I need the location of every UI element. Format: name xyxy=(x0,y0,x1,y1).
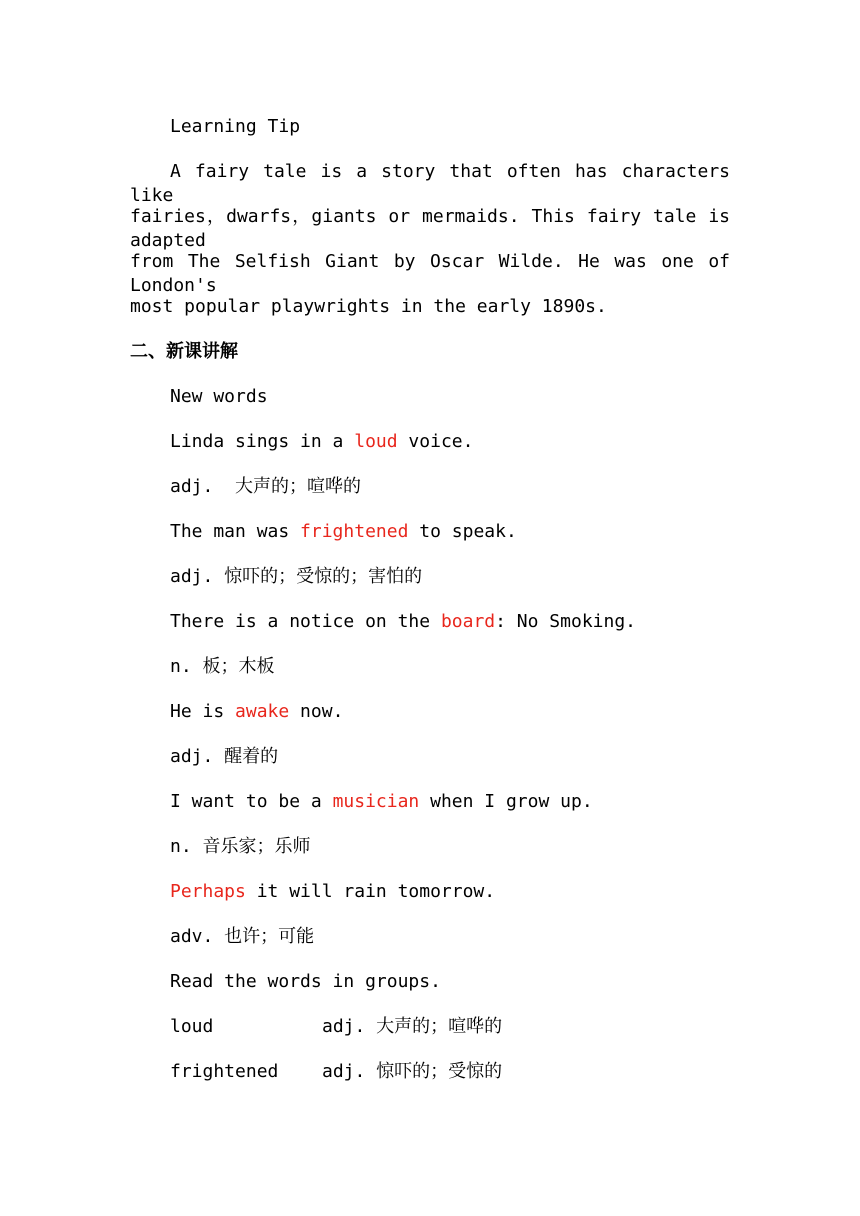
vocab-definition: adj. 大声的；喧哗的 xyxy=(322,1016,503,1037)
sentence-post: voice. xyxy=(397,431,474,452)
example-sentence xyxy=(170,700,343,724)
read-instruction: Read the words in groups. xyxy=(170,971,441,992)
highlight-word: loud xyxy=(354,431,398,452)
word-definition: adj. 大声的；喧哗的 xyxy=(170,476,362,497)
highlight-word: frightened xyxy=(300,521,409,542)
example-sentence xyxy=(170,880,495,904)
vocab-term: loud xyxy=(170,1016,214,1037)
new-words-label: New words xyxy=(170,386,268,407)
word-definition: n. 音乐家；乐师 xyxy=(170,836,311,857)
vocab-definition: adj. 惊吓的；受惊的 xyxy=(322,1061,503,1082)
sentence-pre: There is a notice on the xyxy=(170,611,441,632)
example-sentence xyxy=(170,520,517,544)
tip-line-3: from The Selfish Giant by Oscar Wilde. He was one of London's xyxy=(130,251,730,296)
sentence-pre: He is xyxy=(170,701,236,722)
word-definition: adv. 也许；可能 xyxy=(170,926,315,947)
tip-text: A fairy tale is a story that often has characters like xyxy=(130,161,730,206)
word-definition: adj. 醒着的 xyxy=(170,746,279,767)
example-sentence xyxy=(170,610,636,634)
word-definition: adj. 惊吓的；受惊的；害怕的 xyxy=(170,566,423,587)
sentence-pre: I want to be a xyxy=(170,791,333,812)
example-sentence xyxy=(170,430,473,454)
tip-line-1 xyxy=(130,160,730,208)
highlight-word: musician xyxy=(332,791,420,812)
sentence-pre: Linda sings in a xyxy=(170,431,355,452)
highlight-word: board xyxy=(440,611,496,632)
example-sentence xyxy=(170,790,593,814)
sentence-post: it will rain tomorrow. xyxy=(245,881,496,902)
highlight-word: awake xyxy=(235,701,290,722)
sentence-post: : No Smoking. xyxy=(495,611,637,632)
sentence-post: now. xyxy=(289,701,344,722)
highlight-word: Perhaps xyxy=(170,881,246,902)
vocab-term: frightened xyxy=(170,1061,279,1082)
tip-line-4: most popular playwrights in the early 1890s. xyxy=(130,296,607,317)
sentence-post: to speak. xyxy=(408,521,517,542)
sentence-pre: The man was xyxy=(170,521,301,542)
word-definition: n. 板；木板 xyxy=(170,656,275,677)
section-heading: 二、新课讲解 xyxy=(130,341,238,362)
sentence-post: when I grow up. xyxy=(419,791,593,812)
tip-line-2: fairies，dwarfs，giants or mermaids. This fairy tale is adapted xyxy=(130,206,730,251)
learning-tip-title: Learning Tip xyxy=(170,116,301,137)
